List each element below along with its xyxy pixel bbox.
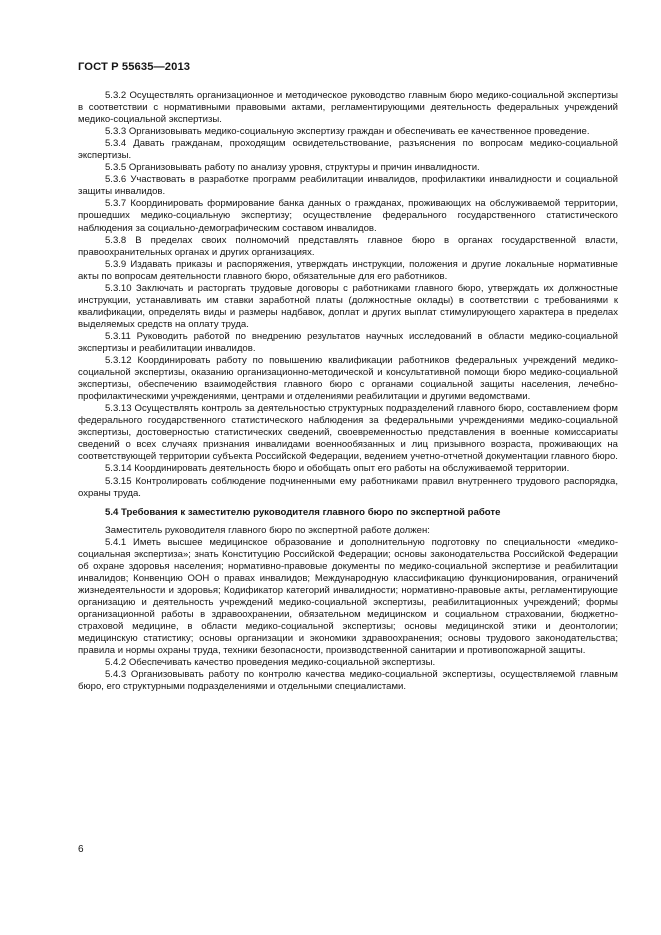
paragraph-5-3-2: 5.3.2 Осуществлять организационное и методическое руководство главным бюро медико-социальной экспертизы в соответствии с нормативными правовыми актами, регламентирующими деятельность федеральных учреждений медико-социальной экспертизы.	[78, 90, 618, 126]
page-number: 6	[78, 844, 84, 855]
paragraph-5-3-4: 5.3.4 Давать гражданам, проходящим освидетельствование, разъяснения по вопросам медико-социальной экспертизы.	[78, 138, 618, 162]
paragraph-5-3-11: 5.3.11 Руководить работой по внедрению результатов научных исследований в области медико-социальной экспертизы и реабилитации инвалидов.	[78, 330, 618, 354]
paragraph-5-3-8: 5.3.8 В пределах своих полномочий представлять главное бюро в органах государственной власти, правоохранительных органах и других организациях.	[78, 234, 618, 258]
paragraph-5-3-9: 5.3.9 Издавать приказы и распоряжения, утверждать инструкции, положения и другие локальные нормативные акты по вопросам деятельности главного бюро, обязательные для его работников.	[78, 258, 618, 282]
paragraph-5-3-10: 5.3.10 Заключать и расторгать трудовые договоры с работниками главного бюро, утверждать их должностные инструкции, устанавливать им ставки заработной платы (должностные оклады) в соответствии с требованиями к квалификации, определять виды и размеры надбавок, доплат и других выплат стимулирующего характера в пределах выделяемых средств на оплату труда.	[78, 282, 618, 330]
paragraph-5-3-5: 5.3.5 Организовывать работу по анализу уровня, структуры и причин инвалидности.	[105, 162, 480, 174]
paragraph-5-3-13: 5.3.13 Осуществлять контроль за деятельностью структурных подразделений главного бюро, составлением форм федерального государственного статистического наблюдения за федеральными учреждениями медико-социальной экспертизы, достоверностью статистических сведений, своевременностью представления в военные комиссариаты сведений о всех случаях признания инвалидами военнообязанных и лиц призывного возраста, проживающих на соответствующей территории субъекта Российской Федерации, ведением учетно-отчетной документации главного бюро.	[78, 403, 618, 463]
paragraph-5-4-1: 5.4.1 Иметь высшее медицинское образование и дополнительную подготовку по специальности «медико-социальная экспертиза»; знать Конституцию Российской Федерации; основы законодательства Российской Федерации об охране здоровья населения; нормативно-правовые документы по медико-социальной экспертизе и реабилитации инвалидов; Конвенцию ООН о правах инвалидов; Международную классификацию функционирования, ограничений жизнедеятельности и здоровья; Кодификатор категорий инвалидности; нормативно-правовые акты, регламентирующие организацию и деятельность учреждений медико-социальной экспертизы, реабилитационных учреждений; формы организационной работы в здравоохранении, обязательном медицинском и социальном страховании, бюджетно-страховой медицине, в области медико-социальной экспертизы; основы медицинской этики и деонтологии; медицинскую статистику; основы организации и экономики здравоохранения; основы трудового законодательства; правила и нормы охраны труда, техники безопасности, производственной санитарии и противопожарной защиты.	[78, 536, 618, 657]
section-5-4-heading: 5.4 Требования к заместителю руководителя главного бюро по экспертной работе	[105, 506, 501, 518]
paragraph-5-3-3: 5.3.3 Организовывать медико-социальную экспертизу граждан и обеспечивать ее качественное проведение.	[105, 126, 590, 138]
paragraph-5-4-3: 5.4.3 Организовывать работу по контролю качества медико-социальной экспертизы, осуществляемой главным бюро, его структурными подразделениями и отдельными специалистами.	[78, 669, 618, 693]
standard-header: ГОСТ Р 55635—2013	[78, 61, 191, 73]
paragraph-5-3-6: 5.3.6 Участвовать в разработке программ реабилитации инвалидов, профилактики инвалидности и социальной защиты инвалидов.	[78, 174, 618, 198]
paragraph-5-3-14: 5.3.14 Координировать деятельность бюро и обобщать опыт его работы на обслуживаемой территории.	[105, 463, 570, 475]
paragraph-5-4-2: 5.4.2 Обеспечивать качество проведения медико-социальной экспертизы.	[105, 657, 436, 669]
paragraph-5-3-15: 5.3.15 Контролировать соблюдение подчиненными ему работниками правил внутреннего трудового распорядка, охраны труда.	[78, 475, 618, 499]
document-body	[78, 90, 618, 693]
paragraph-5-3-12: 5.3.12 Координировать работу по повышению квалификации работников федеральных учреждений медико-социальной экспертизы, оказанию организационно-методической и консультативной помощи бюро медико-социальной экспертизы, обеспечению взаимодействия главного бюро с органами социальной защиты населения, лечебно-профилактическими учреждениями, центрами и отделениями реабилитации и другими ведомствами.	[78, 355, 618, 403]
section-5-4-intro: Заместитель руководителя главного бюро по экспертной работе должен:	[105, 524, 430, 536]
paragraph-5-3-7: 5.3.7 Координировать формирование банка данных о гражданах, проживающих на обслуживаемой территории, прошедших медико-социальную экспертизу; осуществление федерального государственного статистического наблюдения за социально-демографическим составом инвалидов.	[78, 198, 618, 234]
